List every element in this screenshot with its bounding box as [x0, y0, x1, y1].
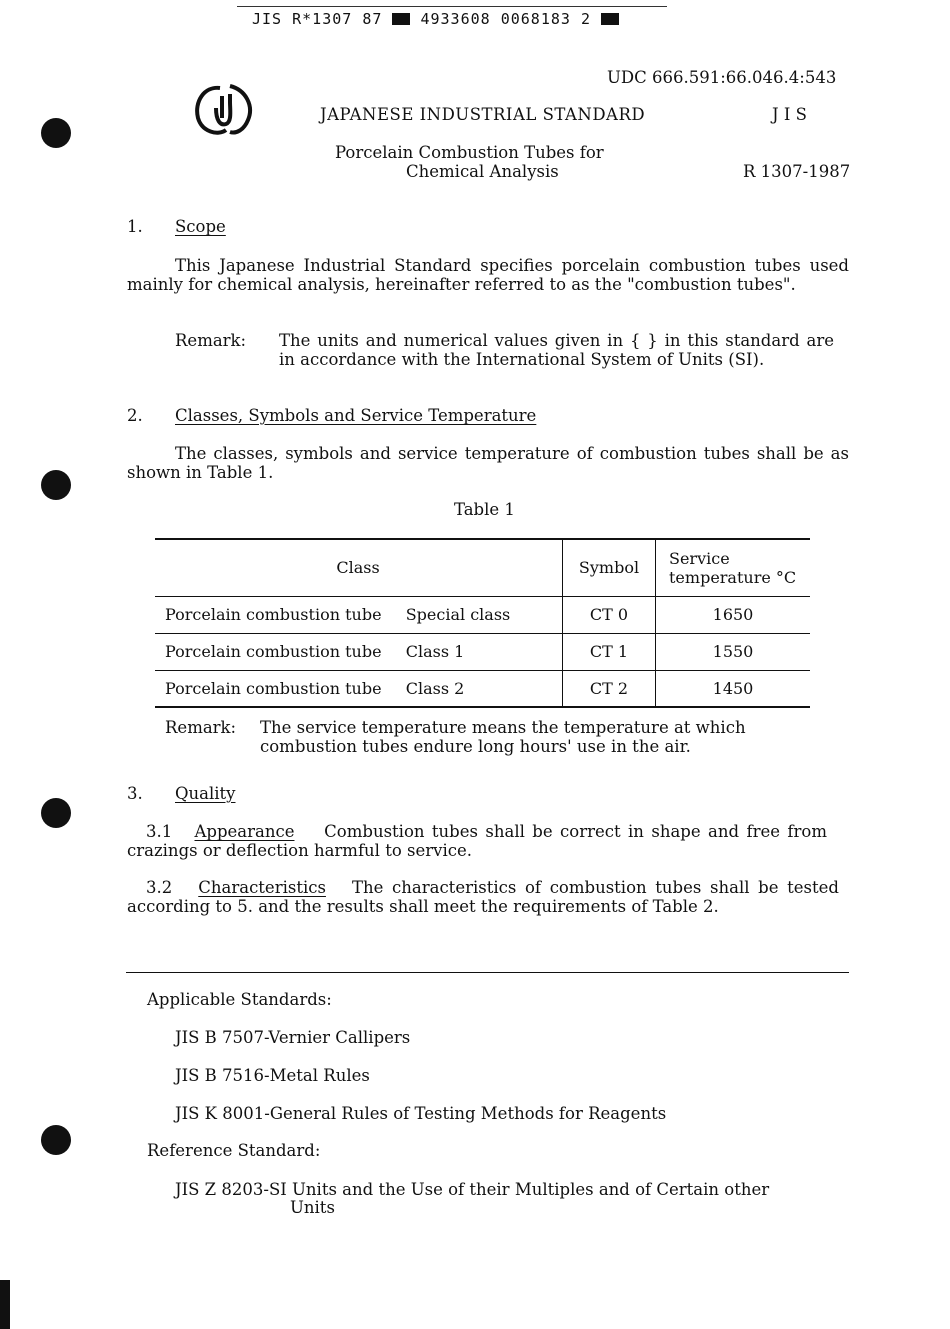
subsection-text: Combustion tubes shall be correct in shape and free from crazings or deflection harmful to service. [127, 822, 827, 860]
fax-line: JIS R*1307 87 [252, 10, 383, 28]
punch-hole [41, 118, 71, 148]
subsection-text: The characteristics of combustion tubes shall be tested according to 5. and the results shall meet the requirements of Table 2. [127, 878, 839, 916]
tube-type: Porcelain combustion tube [165, 605, 382, 624]
applicable-standard: JIS B 7516-Metal Rules [175, 1066, 370, 1085]
table-header-row [155, 539, 810, 596]
section-number: 2. [127, 406, 143, 425]
header-temperature: Service temperature °C [656, 539, 811, 596]
jis-logo-icon [190, 80, 260, 142]
class-cell [155, 670, 563, 707]
classes-paragraph: The classes, symbols and service temperature of combustion tubes shall be as shown in Table 1. [127, 444, 849, 482]
reference-heading: Reference Standard: [147, 1141, 321, 1160]
class-cell [155, 633, 563, 670]
section-heading: Quality [175, 784, 236, 803]
temperature-cell: 1450 [656, 670, 811, 707]
class-cell [155, 596, 563, 633]
classes-table [155, 538, 810, 708]
applicable-heading: Applicable Standards: [147, 990, 332, 1009]
section-number: 1. [127, 217, 143, 236]
table-row [155, 633, 810, 670]
remark-label: Remark: [165, 718, 237, 737]
punch-hole [41, 1125, 71, 1155]
section-heading: Scope [175, 217, 226, 236]
standard-number: R 1307-1987 [743, 162, 851, 181]
doc-title-line1: Porcelain Combustion Tubes for [335, 143, 604, 162]
scope-paragraph: This Japanese Industrial Standard specifies porcelain combustion tubes used mainly for chemical analysis, hereinafter referred to as the "combustion tubes". [127, 256, 849, 294]
temperature-cell: 1550 [656, 633, 811, 670]
header-symbol: Symbol [563, 539, 656, 596]
reference-standard-line1: JIS Z 8203-SI Units and the Use of their Multiples and of Certain other [175, 1180, 770, 1199]
remark-text: The service temperature means the temperature at which combustion tubes endure long hours' use in the air. [260, 718, 746, 756]
fax-top-rule [237, 6, 667, 7]
redaction-block-icon [601, 13, 619, 25]
punch-hole [41, 470, 71, 500]
symbol-cell: CT 2 [563, 670, 656, 707]
remark-text: The units and numerical values given in { } in this standard are in accordance with the International System of Units (SI). [279, 331, 834, 369]
table-title: Table 1 [454, 500, 515, 519]
footer-divider [126, 972, 849, 973]
subsection-heading: Characteristics [198, 878, 326, 897]
edge-mark [0, 1280, 10, 1329]
fax-header [252, 10, 619, 28]
remark-label: Remark: [175, 331, 247, 350]
tube-class: Class 1 [405, 642, 465, 661]
subsection-number: 3.2 [146, 878, 173, 897]
header-class: Class [155, 539, 563, 596]
tube-type: Porcelain combustion tube [165, 642, 382, 661]
jis-mark: J I S [772, 105, 807, 124]
applicable-standard: JIS K 8001-General Rules of Testing Methods for Reagents [175, 1104, 667, 1123]
characteristics-paragraph [127, 878, 839, 916]
fax-code: 4933608 0068183 2 [420, 10, 591, 28]
reference-standard-line2: Units [290, 1198, 335, 1217]
table-row [155, 596, 810, 633]
org-title: JAPANESE INDUSTRIAL STANDARD [320, 105, 646, 124]
temperature-cell: 1650 [656, 596, 811, 633]
symbol-cell: CT 1 [563, 633, 656, 670]
symbol-cell: CT 0 [563, 596, 656, 633]
subsection-number: 3.1 [146, 822, 173, 841]
subsection-heading: Appearance [194, 822, 295, 841]
section-heading: Classes, Symbols and Service Temperature [175, 406, 537, 425]
tube-class: Special class [405, 605, 511, 624]
tube-class: Class 2 [405, 678, 465, 698]
punch-hole [41, 798, 71, 828]
udc-code: UDC 666.591:66.046.4:543 [607, 68, 837, 87]
doc-title-line2: Chemical Analysis [406, 162, 559, 181]
table-row [155, 670, 810, 707]
tube-type: Porcelain combustion tube [165, 678, 382, 698]
section-number: 3. [127, 784, 143, 803]
applicable-standard: JIS B 7507-Vernier Callipers [175, 1028, 411, 1047]
redaction-block-icon [392, 13, 410, 25]
appearance-paragraph [127, 822, 827, 860]
